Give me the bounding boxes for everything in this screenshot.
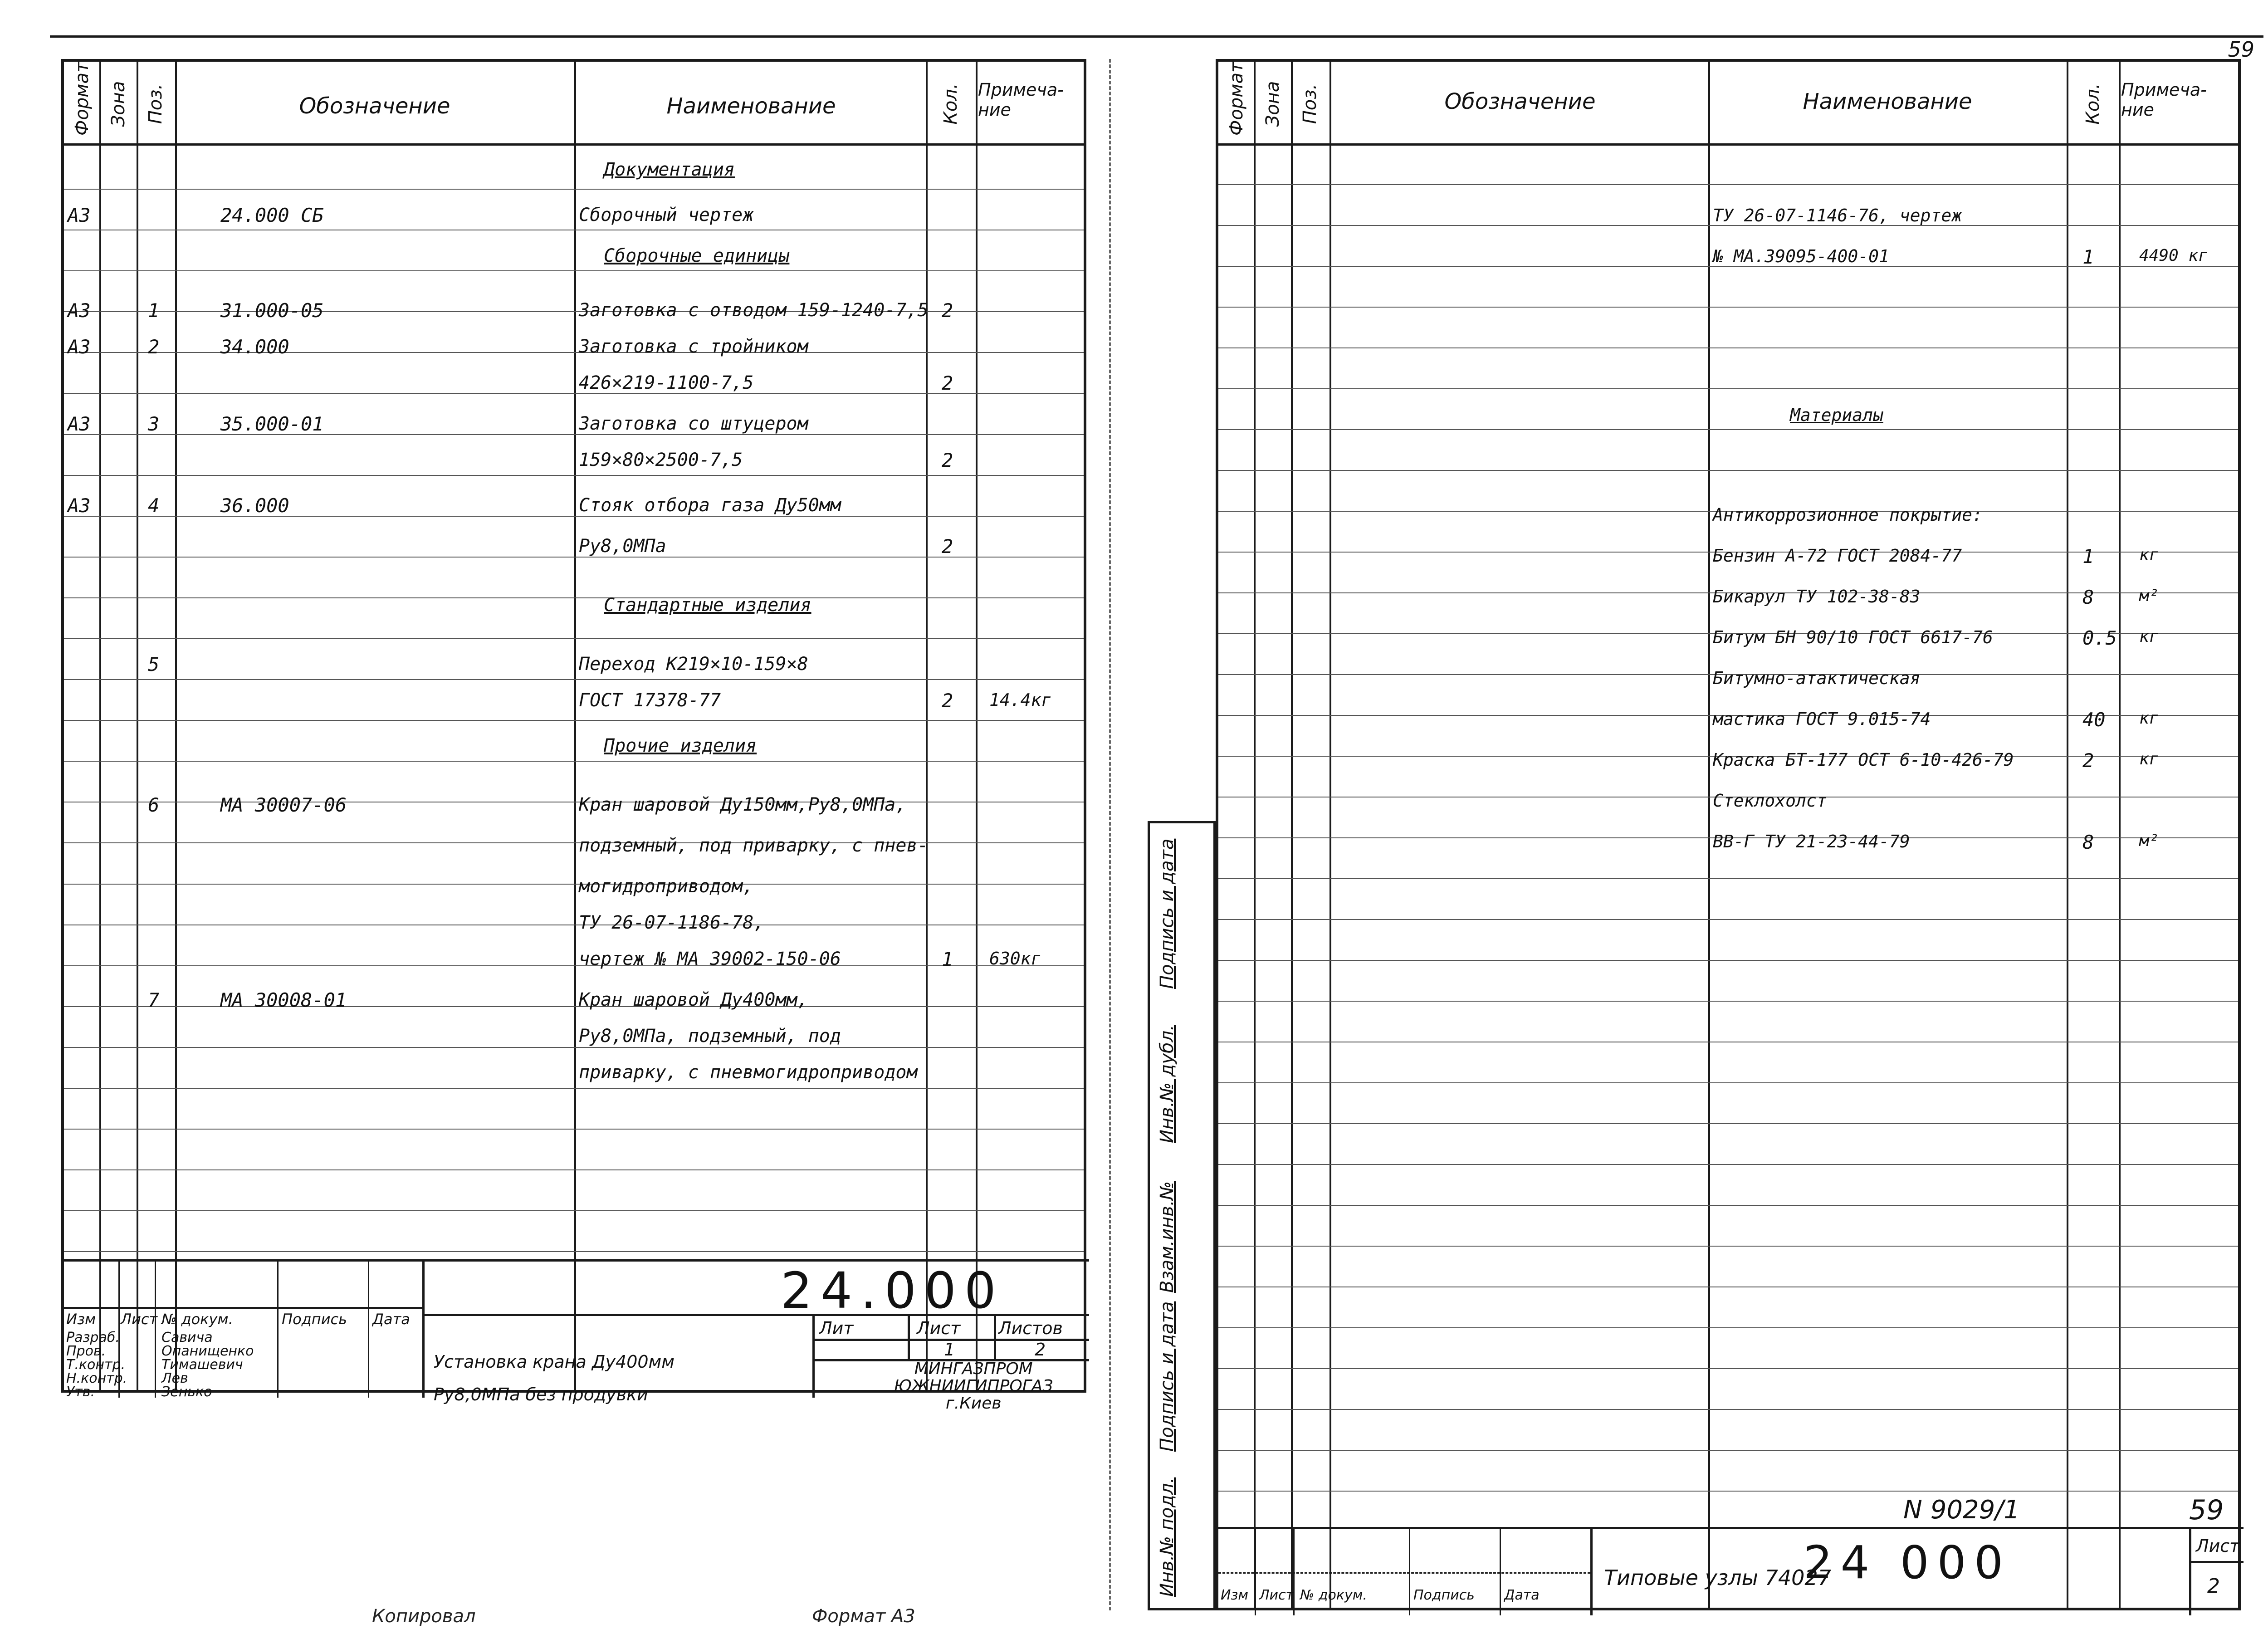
- row-name: 159×80×2500-7,5: [579, 450, 743, 470]
- row-name: Кран шаровой Ду150мм,Ру8,0МПа,: [579, 794, 907, 815]
- format-label: Формат А3: [812, 1606, 915, 1627]
- row-line: [64, 393, 1084, 394]
- row-name: Антикоррозионное покрытие:: [1713, 505, 1983, 525]
- row-qty: 1: [2082, 545, 2094, 567]
- row-line: [64, 1210, 1084, 1211]
- row-name: Стандартные изделия: [604, 595, 811, 616]
- row-note: 4490 кг: [2139, 246, 2208, 265]
- row-line: [1218, 1246, 2238, 1247]
- right-spec-sheet: [1216, 59, 2241, 1610]
- header-name: Наименование: [666, 93, 836, 119]
- stamp-col-head: Подпись: [282, 1311, 347, 1328]
- stamp-col-head: Изм: [1221, 1587, 1249, 1603]
- row-line: [64, 189, 1084, 190]
- row-line: [64, 842, 1084, 843]
- row-position: 2: [148, 336, 160, 358]
- row-line: [64, 1251, 1084, 1252]
- row-qty: 2: [942, 299, 953, 322]
- row-line: [64, 1169, 1084, 1170]
- row-line: [1218, 1205, 2238, 1206]
- row-position: 3: [148, 413, 160, 435]
- row-qty: 1: [942, 948, 953, 970]
- left-spec-sheet: [61, 59, 1086, 1413]
- stamp-col-head: Лист: [1259, 1587, 1294, 1603]
- row-name: № МА.39095-400-01: [1713, 246, 1889, 266]
- row-format: A3: [68, 204, 91, 226]
- header-zone-2: Зона: [1262, 81, 1283, 127]
- row-note: м²: [2139, 587, 2159, 605]
- row-qty: 1: [2082, 246, 2094, 268]
- stamp-person: Савича: [161, 1330, 213, 1345]
- row-name: Сборочный чертеж: [579, 205, 754, 225]
- copied-label: Копировал: [372, 1606, 476, 1627]
- row-name: ГОСТ 17378-77: [579, 690, 721, 711]
- row-position: 1: [148, 299, 160, 322]
- header-zone: Зона: [108, 81, 129, 127]
- row-position: 5: [148, 653, 160, 675]
- row-line: [1218, 878, 2238, 879]
- row-line: [1218, 470, 2238, 471]
- row-line: [64, 352, 1084, 353]
- row-line: [1218, 388, 2238, 389]
- title-block: [64, 1259, 1089, 1413]
- row-line: [1218, 307, 2238, 308]
- stamp-col-head: Изм: [66, 1311, 96, 1328]
- stamp-role: Пров.: [66, 1343, 106, 1359]
- row-name: Документация: [604, 159, 735, 180]
- header-note-2: Примеча- ние: [2121, 80, 2207, 120]
- stamp-role: Н.контр.: [66, 1370, 127, 1386]
- sheets-label: Листов: [998, 1318, 1063, 1338]
- archive-number: N 9029/1: [1903, 1495, 2020, 1525]
- row-line: [64, 1006, 1084, 1007]
- row-line: [1218, 1368, 2238, 1369]
- row-qty: 2: [942, 372, 953, 394]
- row-line: [1218, 1082, 2238, 1083]
- row-note: кг: [2139, 546, 2159, 564]
- stamp-role: Т.контр.: [66, 1357, 126, 1373]
- stamp-col-head: Дата: [1504, 1587, 1540, 1603]
- stamp-person: Зенько: [161, 1384, 212, 1400]
- row-name: мастика ГОСТ 9.015-74: [1713, 709, 1931, 729]
- row-line: [64, 1088, 1084, 1089]
- header-format-2: Формат: [1226, 62, 1247, 136]
- organization: МИНГАЗПРОМ ЮЖНИИГИПРОГАЗ г.Киев: [894, 1360, 1053, 1413]
- row-line: [1218, 1164, 2238, 1165]
- row-line: [64, 311, 1084, 312]
- row-name: 426×219-1100-7,5: [579, 372, 754, 393]
- stamp-person: Тимашевич: [161, 1357, 243, 1373]
- row-line: [64, 1129, 1084, 1130]
- row-format: A3: [68, 299, 91, 322]
- right-sheet-label: Лист: [2196, 1536, 2240, 1556]
- row-name: ВВ-Г ТУ 21-23-44-79: [1713, 832, 1910, 851]
- row-line: [64, 516, 1084, 517]
- sheet-number: 59: [2228, 37, 2254, 62]
- row-line: [64, 638, 1084, 639]
- row-qty: 8: [2082, 831, 2094, 853]
- stamp-col-head: Лист: [121, 1311, 158, 1328]
- sheet-divider: [1109, 59, 1111, 1610]
- sheet-label: Лист: [917, 1318, 961, 1338]
- row-name: Ру8,0МПа, подземный, под: [579, 1026, 841, 1047]
- right-title-block: [1218, 1527, 2244, 1613]
- row-qty: 2: [942, 449, 953, 471]
- row-qty: 40: [2082, 709, 2106, 731]
- row-line: [1218, 347, 2238, 348]
- stamp-role: Разраб.: [66, 1330, 120, 1345]
- row-line: [1218, 184, 2238, 185]
- row-name: Заготовка с отводом 159-1240-7,5: [579, 300, 929, 321]
- row-qty: 2: [2082, 749, 2094, 772]
- row-designation: МА 30008-01: [220, 989, 347, 1011]
- stamp-col-head: Дата: [372, 1311, 410, 1328]
- stamp-title: Установка крана Ду400мм Ру8,0МПа без продувки: [434, 1352, 675, 1405]
- row-name: Краска БТ-177 ОСТ 6-10-426-79: [1713, 750, 2014, 770]
- row-line: [1218, 1450, 2238, 1451]
- row-position: 6: [148, 794, 160, 816]
- row-line: [64, 761, 1084, 762]
- row-name: Переход К219×10-159×8: [579, 654, 808, 675]
- row-line: [1218, 1491, 2238, 1492]
- row-name: Материалы: [1790, 405, 1883, 425]
- row-designation: 36.000: [220, 494, 289, 517]
- row-line: [1218, 960, 2238, 961]
- row-line: [64, 434, 1084, 435]
- row-note: 630кг: [989, 949, 1041, 969]
- row-qty: 0.5: [2082, 627, 2117, 649]
- top-rule: [50, 35, 2263, 38]
- stamp-col-head: № докум.: [161, 1311, 233, 1328]
- row-position: 4: [148, 494, 160, 517]
- row-name: могидроприводом,: [579, 876, 754, 897]
- header-designation-2: Обозначение: [1444, 89, 1596, 114]
- row-format: A3: [68, 494, 91, 517]
- row-line: [1218, 919, 2238, 920]
- side-label: Подпись и дата: [1157, 1301, 1178, 1452]
- row-designation: 24.000 СБ: [220, 204, 324, 226]
- stamp-col-head: Подпись: [1413, 1587, 1475, 1603]
- row-line: [64, 597, 1084, 598]
- row-line: [1218, 429, 2238, 430]
- row-name: чертеж № МА 39002-150-06: [579, 949, 841, 969]
- stamp-person: Лев: [161, 1370, 188, 1386]
- row-line: [1218, 1327, 2238, 1328]
- row-designation: 31.000-05: [220, 299, 324, 322]
- row-name: Прочие изделия: [604, 735, 757, 756]
- row-name: Сборочные единицы: [604, 245, 790, 266]
- row-name: Стеклохолст: [1713, 791, 1827, 811]
- sheet-value: 1: [944, 1340, 955, 1360]
- row-note: кг: [2139, 627, 2159, 646]
- row-name: Кран шаровой Ду400мм,: [579, 989, 808, 1010]
- row-designation: 35.000-01: [220, 413, 324, 435]
- row-line: [64, 884, 1084, 885]
- row-name: Заготовка с тройником: [579, 336, 808, 357]
- row-line: [64, 557, 1084, 558]
- row-name: ТУ 26-07-1186-78,: [579, 912, 765, 933]
- header-qty: Кол.: [940, 83, 961, 125]
- right-sheet-value: 2: [2207, 1575, 2220, 1598]
- row-note: м²: [2139, 832, 2159, 850]
- row-line: [64, 720, 1084, 721]
- row-format: A3: [68, 413, 91, 435]
- row-note: 14.4кг: [989, 690, 1052, 710]
- row-name: Стояк отбора газа Ду50мм: [579, 495, 841, 516]
- row-name: Бензин А-72 ГОСТ 2084-77: [1713, 546, 1962, 566]
- row-name: Битумно-атактическая: [1713, 668, 1921, 688]
- side-label: Инв.№ подл.: [1157, 1477, 1178, 1597]
- row-line: [64, 270, 1084, 271]
- row-name: ТУ 26-07-1146-76, чертеж: [1713, 205, 1962, 225]
- sheets-value: 2: [1035, 1340, 1046, 1360]
- header-pos: Поз.: [145, 83, 166, 124]
- stamp-role: Утв.: [66, 1384, 95, 1400]
- row-qty: 8: [2082, 586, 2094, 608]
- row-name: приварку, с пневмогидроприводом: [579, 1062, 918, 1083]
- series-title: Типовые узлы 74027: [1604, 1565, 1831, 1590]
- side-label: Инв.№ дубл.: [1157, 1025, 1178, 1143]
- row-name: Битум БН 90/10 ГОСТ 6617-76: [1713, 627, 1993, 647]
- row-line: [64, 679, 1084, 680]
- page-number: 59: [2189, 1494, 2224, 1526]
- row-name: Заготовка со штуцером: [579, 413, 808, 434]
- row-line: [1218, 1123, 2238, 1124]
- row-name: Бикарул ТУ 102-38-83: [1713, 587, 1921, 607]
- row-name: Ру8,0МПа: [579, 536, 666, 557]
- row-name: подземный, под приварку, с пнев-: [579, 835, 929, 856]
- row-note: кг: [2139, 709, 2159, 728]
- lit-label: Лит: [819, 1318, 854, 1338]
- doc-number: 24.000: [781, 1262, 1004, 1320]
- row-position: 7: [148, 989, 160, 1011]
- row-qty: 2: [942, 690, 953, 712]
- row-line: [64, 1047, 1084, 1048]
- row-line: [1218, 1409, 2238, 1410]
- row-format: A3: [68, 336, 91, 358]
- header-pos-2: Поз.: [1300, 83, 1320, 124]
- stamp-col-head: № докум.: [1300, 1587, 1367, 1603]
- stamp-person: Опанищенко: [161, 1343, 254, 1359]
- row-qty: 2: [942, 535, 953, 558]
- row-line: [1218, 1001, 2238, 1002]
- row-line: [64, 965, 1084, 966]
- header-note: Примеча- ние: [978, 80, 1064, 120]
- header-designation: Обозначение: [299, 93, 450, 119]
- row-designation: 34.000: [220, 336, 289, 358]
- row-note: кг: [2139, 750, 2159, 768]
- side-label: Подпись и дата: [1157, 838, 1178, 989]
- header-qty-2: Кол.: [2082, 83, 2103, 125]
- row-designation: МА 30007-06: [220, 794, 347, 816]
- header-name-2: Наименование: [1803, 89, 1972, 114]
- header-format: Формат: [72, 62, 93, 136]
- row-line: [64, 475, 1084, 476]
- doc-number-2: 24 000: [1804, 1536, 2011, 1589]
- side-label: Взам.инв.№: [1157, 1181, 1178, 1293]
